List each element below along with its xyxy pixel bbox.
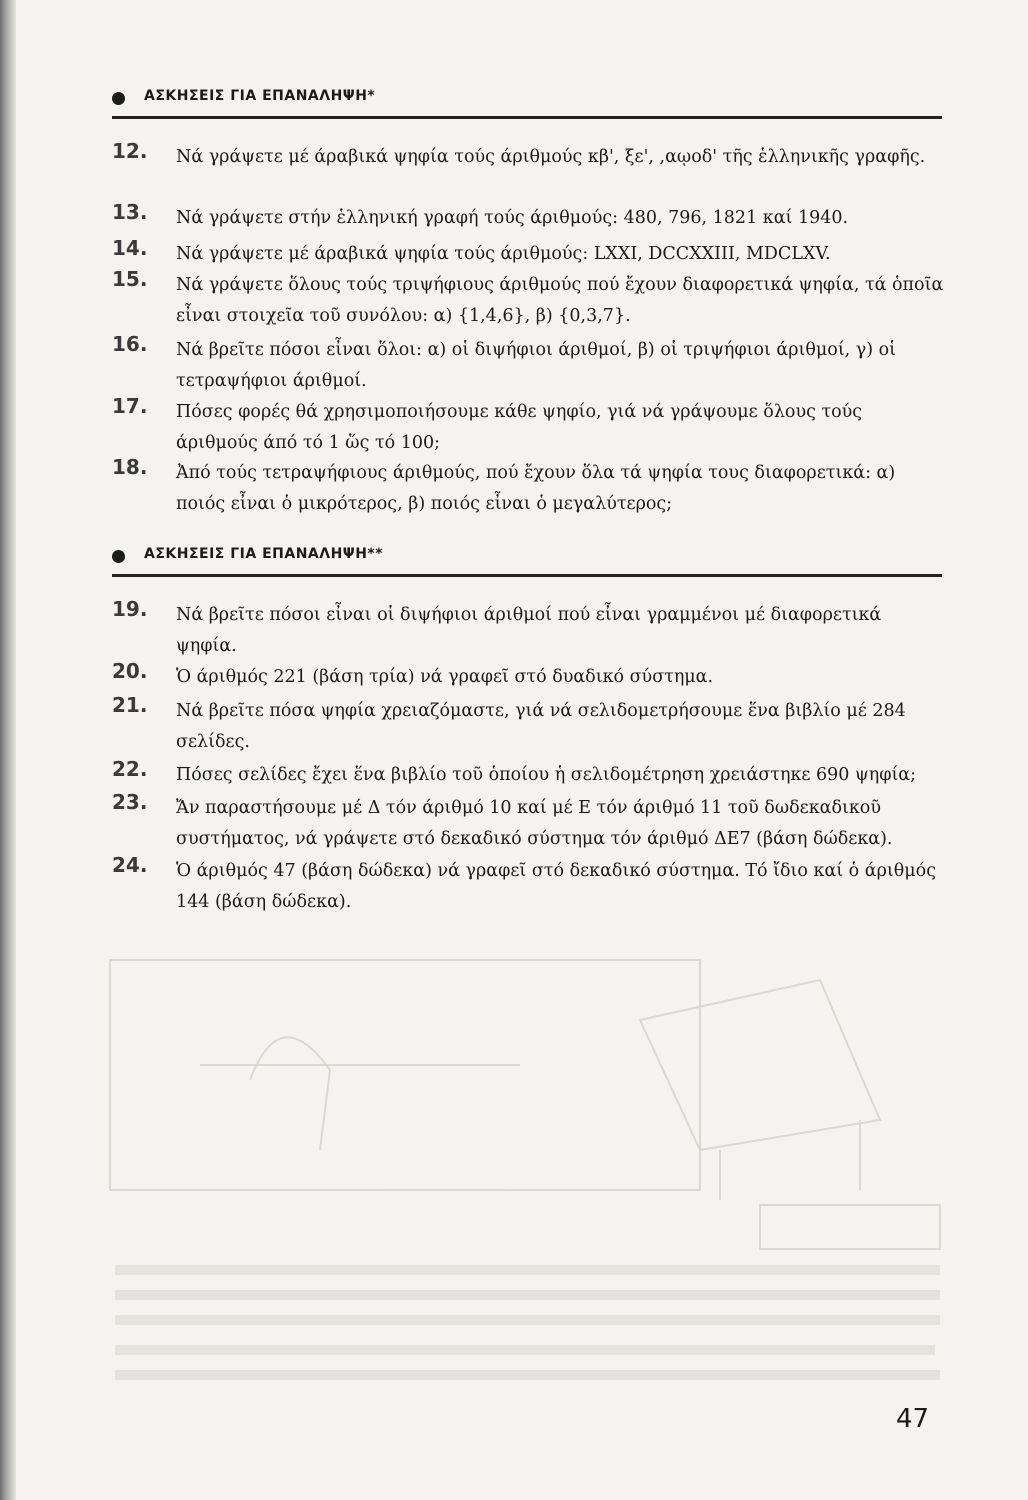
exercise-text: Ἄν παραστήσουμε μέ Δ τόν άριθμό 10 καί μέ Ε τόν άριθμό 11 τοῦ δωδεκαδικοῦ συστήματος, νά γράψετε στό δεκαδικό σύστημα τόν άριθμό ΔΕ7 (βάση δώδεκα). [176, 798, 893, 849]
exercise-text: Νά βρεῖτε πόσοι εἶναι ὅλοι: α) οἱ διψήφιοι άριθμοί, β) οἱ τριψήφιοι άριθμοί, γ) οἱ τετραψήφιοι άριθμοί. [176, 340, 897, 391]
exercise-text: Νά βρεῖτε πόσα ψηφία χρειαζόμαστε, γιά νά σελιδομετρήσουμε ἕνα βιβλίο μέ 284 σελίδες. [176, 701, 906, 752]
exercise-number: 16. [112, 332, 148, 356]
exercise-text: Νά γράψετε στήν ἑλληνική γραφή τούς άριθμούς: 480, 796, 1821 καί 1940. [176, 208, 849, 228]
exercise-number: 23. [112, 790, 148, 814]
exercise-text: Νά γράψετε μέ άραβικά ψηφία τούς άριθμούς: LXXI, DCCXXIII, MDCLXV. [176, 244, 831, 264]
exercise-number: 20. [112, 659, 148, 683]
exercise-text: Ὁ άριθμός 221 (βάση τρία) νά γραφεῖ στό δυαδικό σύστημα. [176, 667, 714, 687]
section-heading-review-1 [112, 88, 942, 119]
bullet-icon [112, 550, 125, 563]
exercise-number: 13. [112, 200, 148, 224]
exercise-number: 17. [112, 394, 148, 418]
exercise-number: 15. [112, 267, 148, 291]
difficulty-mark: * [367, 88, 376, 104]
page-number: 47 [896, 1404, 930, 1434]
section-title: ΑΣΚΗΣΕΙΣ ΓΙΑ ΕΠΑΝΑΛΗΨΗ [144, 88, 368, 104]
exercise-number: 19. [112, 597, 148, 621]
exercise-number: 22. [112, 757, 148, 781]
exercise-text: Νά βρεῖτε πόσοι εἶναι οἱ διψήφιοι άριθμοί πού εἶναι γραμμένοι μέ διαφορετικά ψηφία. [176, 605, 882, 656]
exercise-number: 21. [112, 693, 148, 717]
exercise-text: Νά γράψετε ὅλους τούς τριψήφιους άριθμούς πού ἔχουν διαφορετικά ψηφία, τά ὁποῖα εἶναι στοιχεῖα τοῦ συνόλου: α) {1,4,6}, β) {0,3,7}. [176, 275, 944, 326]
exercise-number: 18. [112, 455, 148, 479]
exercise-number: 12. [112, 139, 148, 163]
exercise-text: Πόσες σελίδες ἔχει ἕνα βιβλίο τοῦ ὁποίου ἡ σελιδομέτρηση χρειάστηκε 690 ψηφία; [176, 765, 917, 785]
exercise-text: Νά γράψετε μέ άραβικά ψηφία τούς άριθμούς κβ', ξε', ,αῳοδ' τῆς ἑλληνικῆς γραφῆς. [176, 147, 926, 167]
section-heading-review-2 [112, 546, 942, 577]
difficulty-mark: ** [367, 546, 384, 562]
section-title: ΑΣΚΗΣΕΙΣ ΓΙΑ ΕΠΑΝΑΛΗΨΗ [144, 546, 368, 562]
exercise-text: Ἀπό τούς τετραψήφιους άριθμούς, πού ἔχουν ὅλα τά ψηφία τους διαφορετικά: α) ποιός εἶναι ὁ μικρότερος, β) ποιός εἶναι ὁ μεγαλύτερος; [176, 463, 896, 514]
exercise-number: 24. [112, 853, 148, 877]
exercise-text: Πόσες φορές θά χρησιμοποιήσουμε κάθε ψηφίο, γιά νά γράψουμε ὅλους τούς άριθμούς άπό τό 1 ὥς τό 100; [176, 402, 863, 453]
bullet-icon [112, 92, 125, 105]
exercise-text: Ὁ άριθμός 47 (βάση δώδεκα) νά γραφεῖ στό δεκαδικό σύστημα. Τό ἴδιο καί ὁ άριθμός 144 (βάση δώδεκα). [176, 861, 936, 912]
exercise-number: 14. [112, 236, 148, 260]
book-spine-edge [0, 0, 16, 1500]
